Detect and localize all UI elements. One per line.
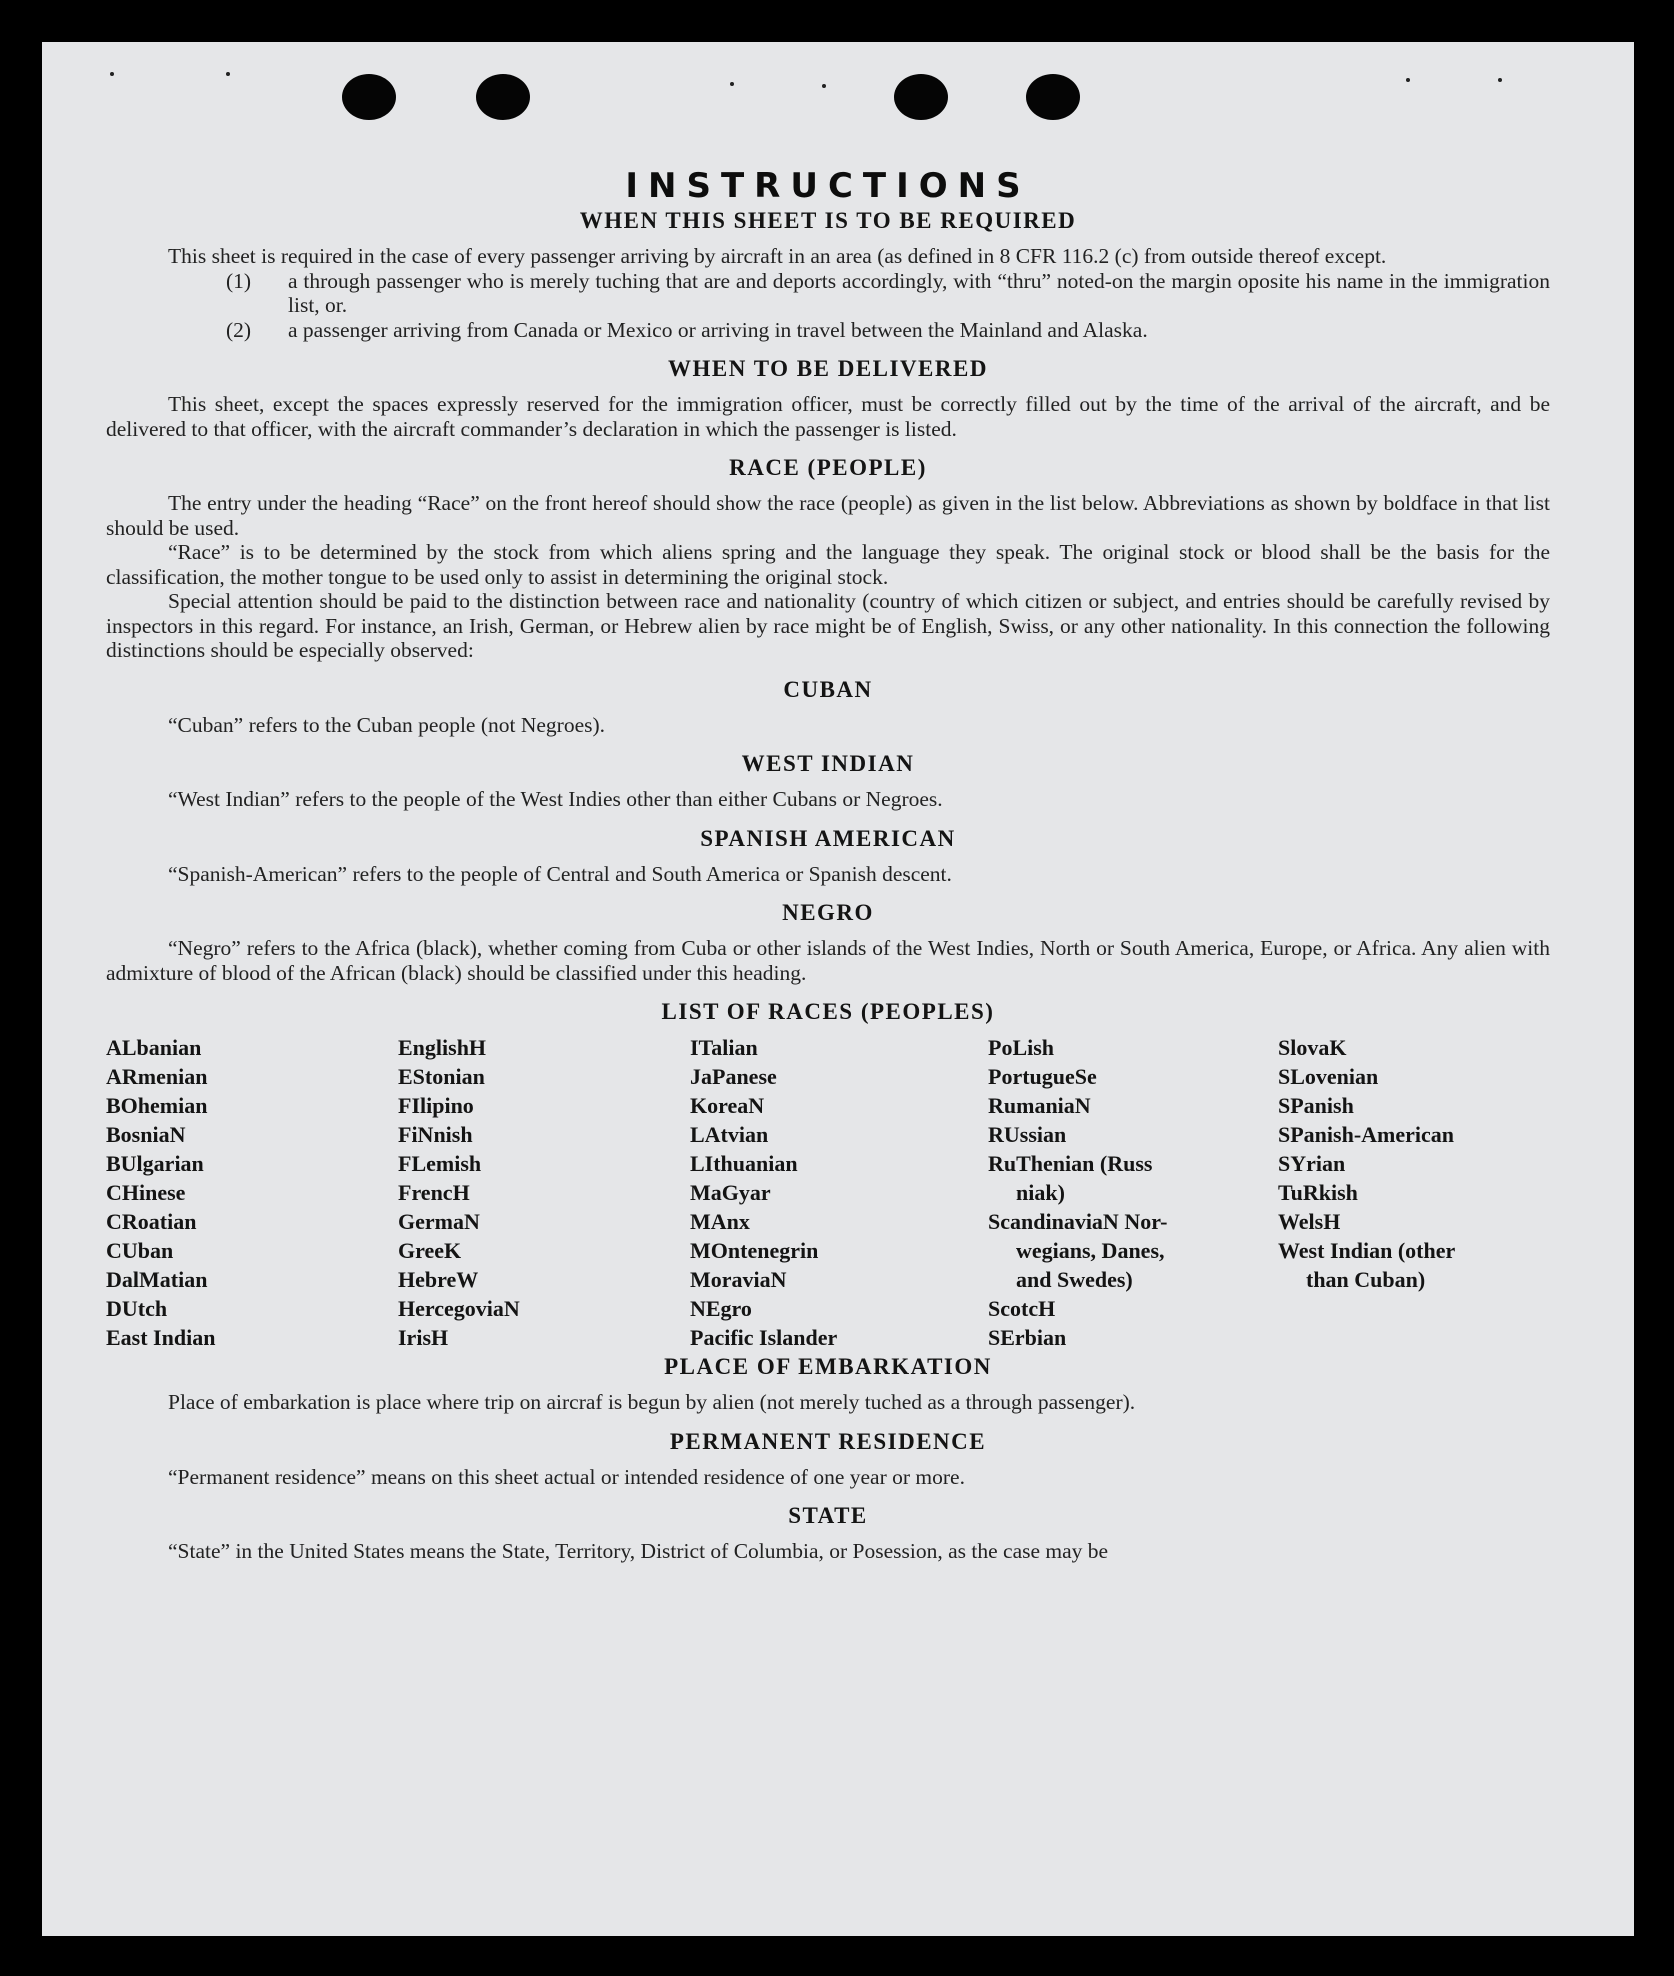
- race-entry-continuation: than Cuban): [1306, 1267, 1426, 1292]
- exception-item: [226, 318, 1550, 343]
- speck: [822, 84, 826, 88]
- race-entry: ARmenian: [106, 1064, 208, 1089]
- race-entry: CUban: [106, 1238, 174, 1263]
- heading-state: STATE: [788, 1503, 868, 1528]
- paragraph-embarkation: Place of embarkation is place where trip on aircraf is begun by alien (not merely tuched as a through passenger).: [168, 1390, 1136, 1414]
- race-entry: Pacific Islander: [690, 1325, 838, 1350]
- heading-negro: NEGRO: [782, 900, 874, 925]
- exception-list: [226, 269, 1550, 343]
- race-entry: TuRkish: [1278, 1180, 1358, 1205]
- paragraph-required: This sheet is required in the case of every passenger arriving by aircraft in an area (as defined in 8 CFR 116.2 (c) from outside thereof except.: [168, 244, 1387, 268]
- heading-when-required: WHEN THIS SHEET IS TO BE REQUIRED: [579, 208, 1077, 233]
- heading-spanish-american: SPANISH AMERICAN: [700, 825, 956, 851]
- race-entry: BUlgarian: [106, 1151, 204, 1176]
- race-entry: ScandinaviaN Nor-: [988, 1209, 1168, 1234]
- race-entry: MaGyar: [690, 1180, 771, 1205]
- paragraph-race: “Race” is to be determined by the stock from which aliens spring and the language they speak. The original stock or blood shall be the basis for the classification, the mother tongue to be used only to assist in determining the original stock.: [106, 540, 1550, 589]
- item-text: a passenger arriving from Canada or Mexico or arriving in travel between the Mainland and Alaska.: [288, 317, 1148, 342]
- paragraph-negro: “Negro” refers to the Africa (black), whether coming from Cuba or other islands of the West Indies, North or South America, Europe, or Africa. Any alien with admixture of blood of the African (black) should be classified under this heading.: [106, 936, 1550, 985]
- race-entry: CRoatian: [106, 1209, 197, 1234]
- race-column: [690, 1033, 988, 1352]
- paragraph-west-indian: “West Indian” refers to the people of the West Indies other than either Cubans or Negroes.: [168, 787, 943, 811]
- race-column: [1278, 1033, 1550, 1352]
- race-entry: BOhemian: [106, 1093, 208, 1118]
- heading-when-delivered: WHEN TO BE DELIVERED: [668, 356, 988, 381]
- paragraph-spanish-american: “Spanish-American” refers to the people of Central and South America or Spanish descent.: [168, 861, 952, 886]
- race-column: [988, 1033, 1278, 1352]
- race-entry-continuation: wegians, Danes,: [1016, 1238, 1165, 1263]
- item-text: a through passenger who is merely tuching that are and deports accordingly, with “thru” noted-on the margin oposite his name in the immigration list, or.: [288, 268, 1550, 317]
- race-entry: SLovenian: [1278, 1064, 1379, 1089]
- item-number: (2): [226, 317, 252, 342]
- page-title: INSTRUCTIONS: [625, 166, 1031, 206]
- race-entry: SPanish-American: [1278, 1122, 1454, 1147]
- race-entry-continuation: and Swedes): [1016, 1267, 1133, 1292]
- race-entry: RumaniaN: [988, 1093, 1091, 1118]
- race-entry: LAtvian: [690, 1122, 769, 1147]
- race-entry: SPanish: [1278, 1093, 1354, 1118]
- punch-hole: [894, 74, 948, 120]
- speck: [1498, 78, 1502, 82]
- race-entry: GreeK: [398, 1238, 462, 1263]
- race-entry: SlovaK: [1278, 1035, 1347, 1060]
- race-column: [398, 1033, 690, 1352]
- heading-cuban: CUBAN: [783, 676, 873, 702]
- race-entry: MoraviaN: [690, 1267, 787, 1292]
- heading-embarkation: PLACE OF EMBARKATION: [664, 1354, 992, 1379]
- race-entry: SYrian: [1278, 1151, 1346, 1176]
- speck: [1406, 78, 1410, 82]
- speck: [110, 72, 114, 76]
- heading-west-indian: WEST INDIAN: [741, 751, 915, 776]
- heading-list-of-races: LIST OF RACES (PEOPLES): [661, 999, 995, 1024]
- race-entry: EStonian: [398, 1064, 485, 1089]
- speck: [226, 72, 230, 76]
- paragraph-residence: “Permanent residence” means on this sheet actual or intended residence of one year or more.: [168, 1464, 965, 1489]
- race-entry: FLemish: [398, 1151, 482, 1176]
- race-entry: ScotcH: [988, 1296, 1056, 1321]
- heading-permanent-residence: PERMANENT RESIDENCE: [669, 1428, 987, 1454]
- race-entry: DalMatian: [106, 1267, 208, 1292]
- race-entry: MAnx: [690, 1209, 750, 1234]
- race-entry: NEgro: [690, 1296, 752, 1321]
- exception-item: [226, 269, 1550, 318]
- race-entry: WelsH: [1278, 1209, 1341, 1234]
- race-entry: ALbanian: [106, 1035, 202, 1060]
- race-list: [106, 1033, 1550, 1352]
- race-entry: JaPanese: [690, 1064, 777, 1089]
- item-number: (1): [226, 268, 252, 293]
- race-entry: FIlipino: [398, 1093, 474, 1118]
- document-sheet: [42, 42, 1634, 1936]
- race-entry: East Indian: [106, 1325, 216, 1350]
- punch-hole: [1026, 74, 1080, 120]
- punch-hole: [476, 74, 530, 120]
- paragraph-cuban: “Cuban” refers to the Cuban people (not Negroes).: [168, 712, 606, 737]
- race-entry: GermaN: [398, 1209, 480, 1234]
- speck: [730, 82, 734, 86]
- race-entry: IrisH: [398, 1325, 449, 1350]
- punch-hole: [342, 74, 396, 120]
- paragraph-race: The entry under the heading “Race” on the front hereof should show the race (people) as given in the list below. Abbreviations as shown by boldface in that list should be used.: [106, 491, 1550, 540]
- heading-race: RACE (PEOPLE): [729, 455, 927, 480]
- race-column: [106, 1033, 398, 1352]
- race-entry: BosniaN: [106, 1122, 186, 1147]
- race-entry: HebreW: [398, 1267, 479, 1292]
- race-entry: EnglishH: [398, 1035, 487, 1060]
- race-entry: KoreaN: [690, 1093, 765, 1118]
- race-entry: CHinese: [106, 1180, 186, 1205]
- race-entry-continuation: niak): [1016, 1180, 1065, 1205]
- race-entry: PoLish: [988, 1035, 1055, 1060]
- race-entry: SErbian: [988, 1325, 1067, 1350]
- paragraph-state: “State” in the United States means the State, Territory, District of Columbia, or Posession, as the case may be: [168, 1539, 1109, 1563]
- race-entry: FiNnish: [398, 1122, 473, 1147]
- race-entry: FrencH: [398, 1180, 470, 1205]
- race-entry: LIthuanian: [690, 1151, 798, 1176]
- race-entry: RuThenian (Russ: [988, 1151, 1153, 1176]
- race-entry: HercegoviaN: [398, 1296, 520, 1321]
- paragraph-race: Special attention should be paid to the distinction between race and nationality (country of which citizen or subject, and entries should be carefully revised by inspectors in this regard. For instance, an Irish, German, or Hebrew alien by race might be of English, Swiss, or any other nationality. In this connection the following distinctions should be especially observed:: [106, 589, 1550, 662]
- paragraph-delivered: This sheet, except the spaces expressly reserved for the immigration officer, must be correctly filled out by the time of the arrival of the aircraft, and be delivered to that officer, with the aircraft commander’s declaration in which the passenger is listed.: [106, 392, 1550, 441]
- document-content: [106, 166, 1550, 1564]
- race-entry: RUssian: [988, 1122, 1067, 1147]
- race-entry: MOntenegrin: [690, 1238, 819, 1263]
- race-entry: West Indian (other: [1278, 1238, 1456, 1263]
- race-entry: ITalian: [690, 1035, 758, 1060]
- race-entry: DUtch: [106, 1296, 168, 1321]
- race-entry: PortugueSe: [988, 1064, 1097, 1089]
